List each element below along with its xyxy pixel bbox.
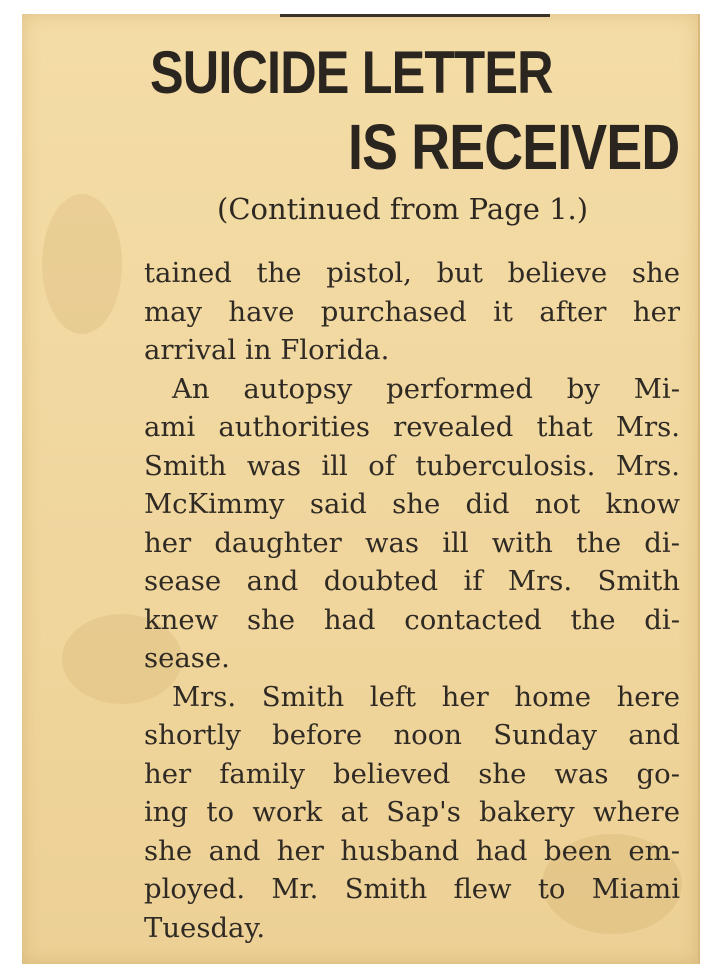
- article-line: tained the pistol, but believe she: [144, 257, 680, 289]
- newspaper-clipping: [22, 14, 700, 964]
- article-line: sease.: [144, 642, 230, 674]
- article-line: Tuesday.: [144, 911, 266, 944]
- article-line: arrival in Florida.: [144, 334, 390, 366]
- article-line: An autopsy performed by Mi-: [172, 372, 680, 405]
- paper-stain: [42, 194, 122, 334]
- continued-notice: (Continued from Page 1.): [217, 192, 589, 226]
- article-line: she and her husband had been em-: [144, 834, 680, 867]
- headline-line-1: SUICIDE LETTER: [150, 39, 553, 106]
- article-line: may have purchased it after her: [144, 295, 680, 328]
- article-line: sease and doubted if Mrs. Smith: [144, 565, 680, 597]
- article-line: Smith was ill of tuberculosis. Mrs.: [144, 449, 680, 482]
- headline-line-2: IS RECEIVED: [348, 111, 680, 183]
- top-rule-divider: [280, 14, 550, 17]
- article-line: knew she had contacted the di-: [144, 603, 680, 636]
- article-line: ployed. Mr. Smith flew to Miami: [144, 873, 680, 905]
- article-line: her daughter was ill with the di-: [144, 526, 680, 559]
- article-body: [144, 254, 680, 947]
- article-line: McKimmy said she did not know: [144, 488, 680, 520]
- article-line: her family believed she was go-: [144, 757, 680, 790]
- article-line: Mrs. Smith left her home here: [172, 680, 680, 713]
- article-line: ami authorities revealed that Mrs.: [144, 411, 680, 443]
- article-line: shortly before noon Sunday and: [144, 719, 680, 751]
- article-line: ing to work at Sap's bakery where: [144, 796, 680, 828]
